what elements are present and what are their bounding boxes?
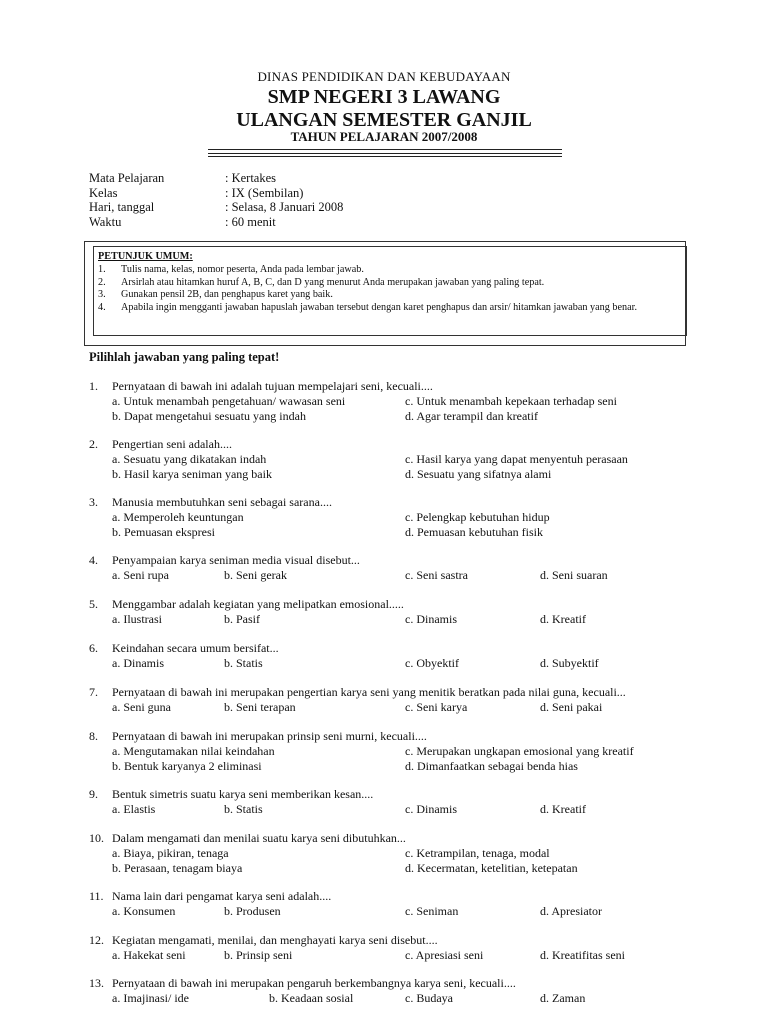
question-text: Pengertian seni adalah....: [112, 437, 232, 451]
question-number: 5.: [89, 597, 98, 611]
instruction-item: [98, 264, 688, 277]
question-number: 3.: [89, 495, 98, 509]
instruction-number: 4.: [98, 302, 106, 314]
meta-value: : IX (Sembilan): [225, 185, 304, 200]
option-a: a. Ilustrasi: [112, 612, 162, 626]
option-b: b. Keadaan sosial: [269, 991, 354, 1005]
question-text: Dalam mengamati dan menilai suatu karya seni dibutuhkan...: [112, 831, 406, 845]
option-c: c. Hasil karya yang dapat menyentuh perasaan: [405, 452, 628, 466]
option-c: c. Seni karya: [405, 700, 468, 714]
option-a: a. Sesuatu yang dikatakan indah: [112, 452, 267, 466]
question-number: 1.: [89, 379, 98, 393]
school-name: SMP NEGERI 3 LAWANG: [267, 86, 501, 108]
option-a: a. Untuk menambah pengetahuan/ wawasan seni: [112, 394, 346, 408]
instruction-text: Tulis nama, kelas, nomor peserta, Anda pada lembar jawab.: [121, 263, 364, 275]
option-b: b. Pasif: [224, 612, 260, 626]
instructions-title: PETUNJUK UMUM:: [98, 251, 193, 262]
question: [89, 379, 749, 424]
question-text: Bentuk simetris suatu karya seni memberikan kesan....: [112, 787, 374, 801]
option-d: d. Kreatifitas seni: [540, 948, 625, 962]
option-b: b. Perasaan, tenagam biaya: [112, 861, 243, 875]
header-rule: [208, 156, 562, 157]
option-d: d. Pemuasan kebutuhan fisik: [405, 525, 543, 539]
meta-row: [89, 171, 343, 186]
question-number: 8.: [89, 729, 98, 743]
question-text: Pernyataan di bawah ini adalah tujuan mempelajari seni, kecuali....: [112, 379, 433, 393]
question-text: Manusia membutuhkan seni sebagai sarana....: [112, 495, 332, 509]
option-b: b. Prinsip seni: [224, 948, 293, 962]
option-c: c. Untuk menambah kepekaan terhadap seni: [405, 394, 617, 408]
instruction-text: Arsirlah atau hitamkan huruf A, B, C, dan D yang menurut Anda merupakan jawaban yang paling tepat.: [121, 276, 545, 288]
meta-value: : Selasa, 8 Januari 2008: [225, 200, 344, 214]
option-c: c. Ketrampilan, tenaga, modal: [405, 846, 550, 860]
question-number: 13.: [89, 976, 104, 990]
question: [89, 729, 749, 774]
question-number: 6.: [89, 641, 98, 655]
question-text: Nama lain dari pengamat karya seni adalah....: [112, 889, 332, 903]
option-a: a. Seni guna: [112, 700, 171, 714]
header-rule: [208, 149, 562, 150]
question-text: Menggambar adalah kegiatan yang melipatkan emosional.....: [112, 597, 404, 611]
instruction-number: 2.: [98, 276, 106, 288]
option-d: d. Kecermatan, ketelitian, ketepatan: [405, 861, 578, 875]
option-d: d. Zaman: [540, 991, 586, 1005]
question-number: 11.: [89, 889, 104, 903]
question-number: 7.: [89, 685, 98, 699]
question: [89, 553, 749, 583]
option-b: b. Produsen: [224, 904, 281, 918]
header-rule: [208, 153, 562, 154]
question-number: 10.: [89, 831, 104, 845]
option-a: a. Elastis: [112, 802, 156, 816]
meta-row: [89, 200, 343, 215]
option-b: b. Statis: [224, 656, 263, 670]
instruction-item: [98, 289, 688, 302]
option-c: c. Dinamis: [405, 612, 457, 626]
academic-year: TAHUN PELAJARAN 2007/2008: [290, 129, 478, 144]
option-a: a. Biaya, pikiran, tenaga: [112, 846, 229, 860]
question-instruction: Pilihlah jawaban yang paling tepat!: [89, 350, 280, 364]
question-text: Kegiatan mengamati, menilai, dan menghayati karya seni disebut....: [112, 933, 438, 947]
meta-label: Mata Pelajaran: [89, 171, 165, 185]
option-b: b. Seni gerak: [224, 568, 287, 582]
question: [89, 831, 749, 876]
option-a: a. Hakekat seni: [112, 948, 186, 962]
option-a: a. Imajinasi/ ide: [112, 991, 189, 1005]
option-c: c. Merupakan ungkapan emosional yang kreatif: [405, 744, 634, 758]
option-d: d. Sesuatu yang sifatnya alami: [405, 467, 552, 481]
question: [89, 933, 749, 963]
option-d: d. Seni suaran: [540, 568, 608, 582]
question-text: Pernyataan di bawah ini merupakan prinsip seni murni, kecuali....: [112, 729, 427, 743]
option-b: b. Dapat mengetahui sesuatu yang indah: [112, 409, 306, 423]
exam-title: ULANGAN SEMESTER GANJIL: [236, 109, 532, 131]
option-c: c. Budaya: [405, 991, 453, 1005]
option-a: a. Memperoleh keuntungan: [112, 510, 244, 524]
option-d: d. Apresiator: [540, 904, 602, 918]
meta-row: [89, 215, 343, 230]
question: [89, 437, 749, 482]
question-number: 9.: [89, 787, 98, 801]
option-a: a. Seni rupa: [112, 568, 169, 582]
option-c: c. Pelengkap kebutuhan hidup: [405, 510, 550, 524]
option-c: c. Apresiasi seni: [405, 948, 484, 962]
question-text: Pernyataan di bawah ini merupakan pengaruh berkembangnya karya seni, kecuali....: [112, 976, 516, 990]
question-number: 4.: [89, 553, 98, 567]
instruction-text: Gunakan pensil 2B, dan penghapus karet yang baik.: [121, 289, 333, 301]
meta-label: Waktu: [89, 214, 122, 229]
question-number: 2.: [89, 437, 98, 451]
question: [89, 641, 749, 671]
option-d: d. Kreatif: [540, 612, 586, 626]
question-text: Penyampaian karya seniman media visual disebut...: [112, 553, 360, 567]
exam-meta: [89, 171, 343, 229]
option-d: d. Seni pakai: [540, 700, 603, 714]
instruction-text: Apabila ingin mengganti jawaban hapuslah jawaban tersebut dengan karet penghapus dan arsir/ hitamkan jawaban yang benar.: [121, 302, 637, 314]
question: [89, 976, 749, 1006]
option-d: d. Subyektif: [540, 656, 599, 670]
option-c: c. Dinamis: [405, 802, 457, 816]
question: [89, 495, 749, 540]
meta-row: [89, 186, 343, 201]
question: [89, 889, 749, 919]
option-a: a. Konsumen: [112, 904, 176, 918]
option-d: d. Kreatif: [540, 802, 586, 816]
option-b: b. Pemuasan ekspresi: [112, 525, 215, 539]
option-d: d. Dimanfaatkan sebagai benda hias: [405, 759, 578, 773]
meta-value: : 60 menit: [225, 214, 276, 229]
option-a: a. Dinamis: [112, 656, 164, 670]
question-number: 12.: [89, 933, 104, 947]
option-a: a. Mengutamakan nilai keindahan: [112, 744, 275, 758]
option-b: b. Hasil karya seniman yang baik: [112, 467, 272, 481]
option-c: c. Obyektif: [405, 656, 459, 670]
meta-label: Hari, tanggal: [89, 200, 155, 214]
instruction-item: [98, 302, 688, 315]
meta-value: : Kertakes: [225, 171, 277, 185]
general-instructions: [98, 251, 688, 315]
option-d: d. Agar terampil dan kreatif: [405, 409, 538, 423]
agency-name: DINAS PENDIDIKAN DAN KEBUDAYAAN: [257, 69, 511, 84]
option-b: b. Bentuk karyanya 2 eliminasi: [112, 759, 262, 773]
question: [89, 597, 749, 627]
question: [89, 685, 749, 715]
instruction-item: [98, 277, 688, 290]
option-c: c. Seniman: [405, 904, 459, 918]
question-text: Keindahan secara umum bersifat...: [112, 641, 279, 655]
option-b: b. Seni terapan: [224, 700, 296, 714]
instruction-number: 3.: [98, 289, 106, 301]
option-b: b. Statis: [224, 802, 263, 816]
meta-label: Kelas: [89, 185, 118, 200]
question: [89, 787, 749, 817]
instruction-number: 1.: [98, 263, 106, 275]
question-text: Pernyataan di bawah ini merupakan pengertian karya seni yang menitik beratkan pada nilai guna, kecuali...: [112, 685, 626, 699]
option-c: c. Seni sastra: [405, 568, 468, 582]
